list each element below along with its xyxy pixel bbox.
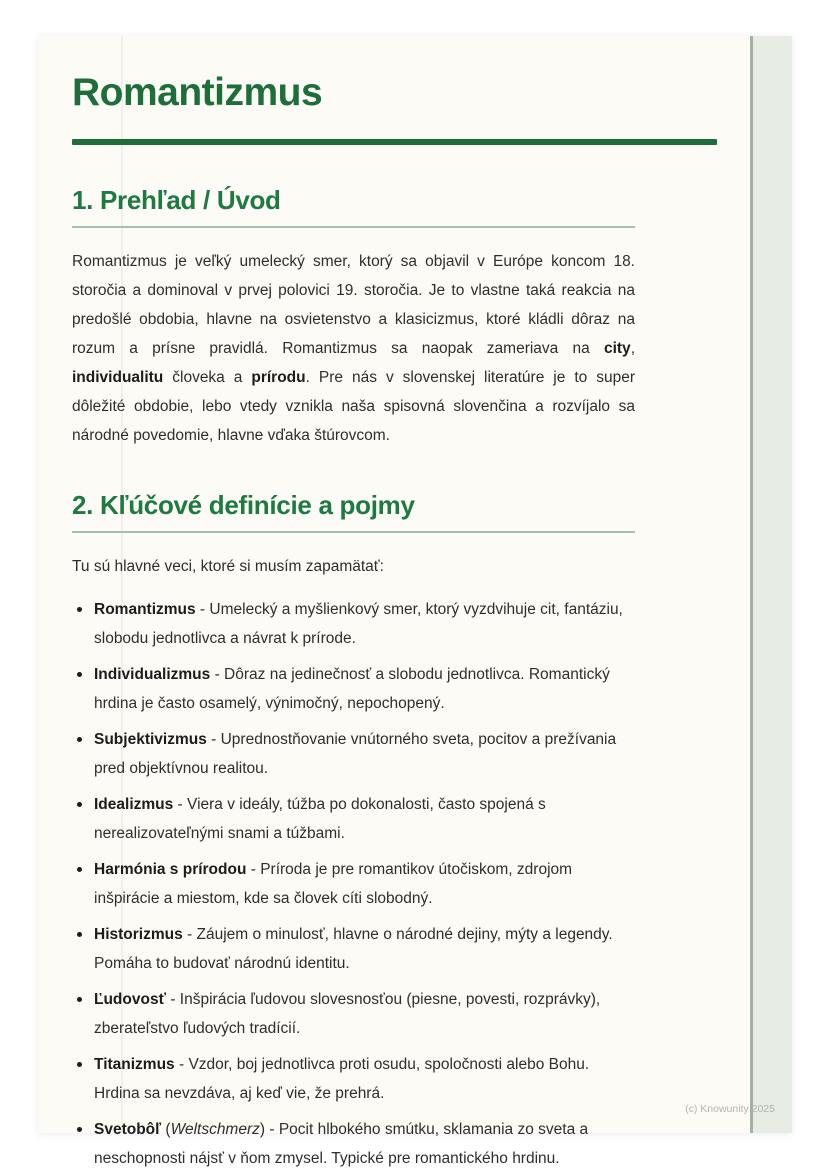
- text-segment: (: [161, 1121, 171, 1138]
- list-item: [72, 985, 635, 1043]
- text-segment: - Viera v ideály, túžba po dokonalosti, často spojená s nerealizovateľnými snami a túžbami.: [94, 796, 546, 842]
- text-segment: ) - Pocit hlbokého smútku, sklamania zo sveta a neschopnosti nájsť v ňom zmysel. Typické pre romantického hrdinu.: [94, 1121, 589, 1167]
- text-segment: ,: [630, 340, 635, 357]
- bold-text: Ľudovosť: [94, 991, 167, 1008]
- text-segment: . Pre nás v slovenskej literatúre je to super dôležité obdobie, lebo vtedy vznikla naša spisovná slovenčina a rozvíjalo sa národné povedomie, hlavne vďaka štúrovcom.: [72, 369, 635, 444]
- bold-text: Historizmus: [94, 926, 183, 943]
- document-page: [38, 36, 792, 1167]
- section-1-paragraph: [72, 247, 635, 450]
- bold-text: individualitu: [72, 369, 164, 386]
- bold-text: Individualizmus: [94, 666, 211, 683]
- bold-text: Titanizmus: [94, 1056, 175, 1073]
- bold-text: Romantizmus: [94, 601, 196, 618]
- text-segment: človeka a: [163, 369, 252, 386]
- page-content: [72, 70, 717, 1171]
- list-item: [72, 790, 635, 848]
- bold-text: Subjektivizmus: [94, 731, 207, 748]
- text-segment: - Záujem o minulosť, hlavne o národné dejiny, mýty a legendy. Pomáha to budovať národnú identitu.: [94, 926, 613, 972]
- bold-text: Harmónia s prírodou: [94, 861, 247, 878]
- text-segment: - Inšpirácia ľudovou slovesnosťou (piesne, povesti, rozprávky), zberateľstvo ľudových tradícií.: [94, 991, 601, 1037]
- list-item: [72, 595, 635, 653]
- section-1-heading: 1. Prehľad / Úvod: [72, 185, 281, 215]
- bold-text: Idealizmus: [94, 796, 174, 813]
- text-segment: - Uprednostňovanie vnútorného sveta, pocitov a prežívania pred objektívnou realitou.: [94, 731, 617, 777]
- italic-text: Weltschmerz: [170, 1121, 260, 1138]
- bold-text: prírodu: [251, 369, 306, 386]
- list-item: [72, 1115, 635, 1171]
- section-2-divider-rule: [72, 531, 635, 533]
- footer-credit: (c) Knowunity 2025: [685, 1103, 775, 1115]
- list-item: [72, 725, 635, 783]
- text-segment: - Vzdor, boj jednotlivca proti osudu, spoločnosti alebo Bohu. Hrdina sa nevzdáva, aj keď vie, že prehrá.: [94, 1056, 590, 1102]
- page-side-strip: [750, 36, 792, 1133]
- title-divider-rule: [72, 139, 717, 145]
- list-item: [72, 920, 635, 978]
- section-2-heading: 2. Kľúčové definície a pojmy: [72, 490, 415, 520]
- list-item: [72, 855, 635, 913]
- text-segment: - Príroda je pre romantikov útočiskom, zdrojom inšpirácie a miestom, kde sa človek cíti slobodný.: [94, 861, 573, 907]
- bold-text: city: [603, 340, 631, 357]
- list-item: [72, 1050, 635, 1108]
- text-segment: Romantizmus je veľký umelecký smer, ktorý sa objavil v Európe koncom 18. storočia a dominoval v prvej polovici 19. storočia. Je to vlastne taká reakcia na predošlé obdobia, hlavne na osvietenstvo a klasicizmus, ktoré kládli dôraz na rozum a prísne pravidlá. Romantizmus sa naopak zameriava na: [72, 253, 635, 357]
- section-2-intro: Tu sú hlavné veci, ktoré si musím zapamätať:: [72, 558, 384, 575]
- bold-text: Svetobôľ: [94, 1121, 162, 1138]
- key-terms-list: [72, 595, 635, 1171]
- list-item: [72, 660, 635, 718]
- section-1-divider-rule: [72, 226, 635, 228]
- text-segment: - Umelecký a myšlienkový smer, ktorý vyzdvihuje cit, fantáziu, slobodu jednotlivca a návrat k prírode.: [94, 601, 623, 647]
- text-segment: - Dôraz na jedinečnosť a slobodu jednotlivca. Romantický hrdina je často osamelý, výnimočný, nepochopený.: [94, 666, 610, 712]
- page-title: Romantizmus: [72, 71, 323, 114]
